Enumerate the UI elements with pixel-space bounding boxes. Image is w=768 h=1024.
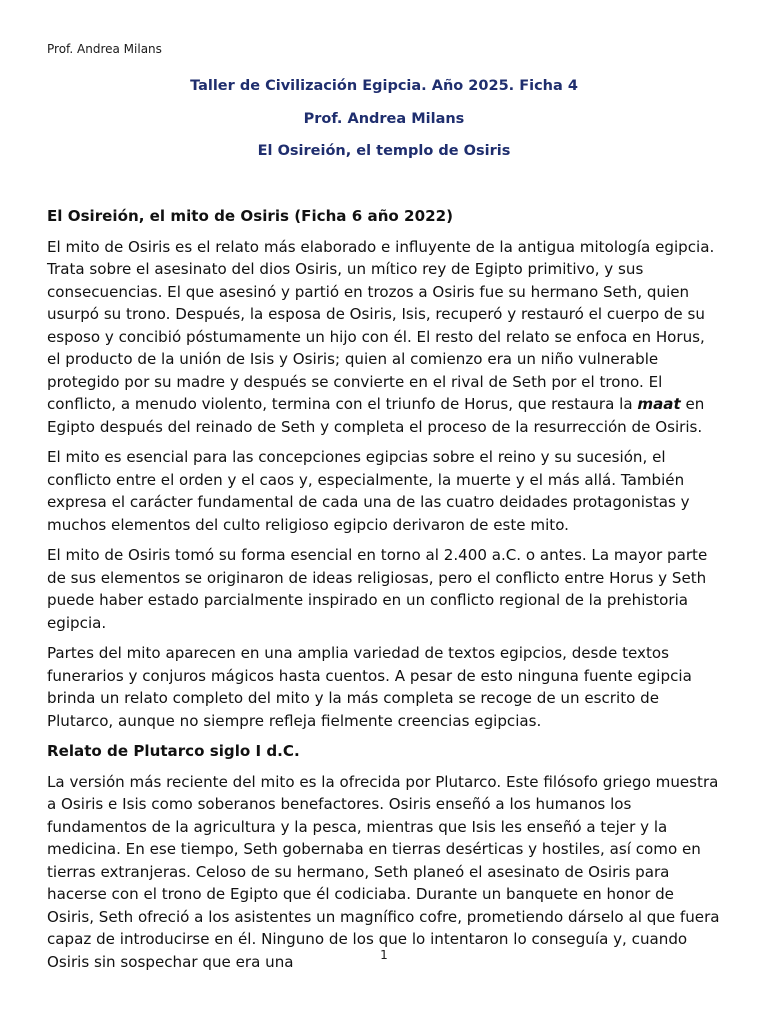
section-heading: El Osireión, el mito de Osiris (Ficha 6 año 2022) xyxy=(47,207,453,225)
paragraph: La versión más reciente del mito es la ofrecida por Plutarco. Este filósofo griego muestra a Osiris e Isis como soberanos benefactores. Osiris enseñó a los humanos los fundamentos de la agricultura y la pesca, mientras que Isis les enseñó a tejer y la medicina. En ese tiempo, Seth gobernaba en tierras desérticas y hostiles, así como en tierras extranjeras. Celoso de su hermano, Seth planeó el asesinato de Osiris para hacerse con el trono de Egipto que él codiciaba. Durante un banquete en honor de Osiris, Seth ofreció a los asistentes un magnífico cofre, prometiendo dárselo al que fuera capaz de introducirse en él. Ninguno de los que lo intentaron lo conseguía y, cuando Osiris sin sospechar que era una xyxy=(47,772,720,971)
title-block xyxy=(0,76,768,174)
paragraph: Partes del mito aparecen en una amplia variedad de textos egipcios, desde textos funerarios y conjuros mágicos hasta cuentos. A pesar de esto ninguna fuente egipcia brinda un relato completo del mito y la más completa se recoge de un escrito de Plutarco, aunque no siempre refleja fielmente creencias egipcias. xyxy=(47,644,692,730)
document-subtitle: El Osireión, el templo de Osiris xyxy=(257,143,511,159)
paragraph-text: El mito de Osiris es el relato más elaborado e influyente de la antigua mitología egipcia. Trata sobre el asesinato del dios Osiris, un mítico rey de Egipto primitivo, y sus consecuencias. El que asesinó y partió en trozos a Osiris fue su hermano Seth, quien usurpó su trono. Después, la esposa de Osiris, Isis, recuperó y restauró el cuerpo de su esposo y concibió póstumamente un hijo con él. El resto del relato se enfoca en Horus, el producto de la unión de Isis y Osiris; quien al comienzo era un niño vulnerable protegido por su madre y después se convierte en el rival de Seth por el trono. El conflicto, a menudo violento, termina con el triunfo de Horus, que restaura la xyxy=(47,237,715,413)
document-body xyxy=(47,205,723,981)
emphasized-term: maat xyxy=(637,395,681,413)
paragraph: El mito de Osiris tomó su forma esencial en torno al 2.400 a.C. o antes. La mayor parte de sus elementos se originaron de ideas religiosas, pero el conflicto entre Horus y Seth puede haber estado parcialmente inspirado en un conflicto regional de la prehistoria egipcia. xyxy=(47,546,708,632)
page-number: 1 xyxy=(380,948,388,962)
page-header-author: Prof. Andrea Milans xyxy=(47,42,162,56)
document-title: Taller de Civilización Egipcia. Año 2025. Ficha 4 xyxy=(190,78,578,94)
document-author: Prof. Andrea Milans xyxy=(303,110,465,127)
paragraph xyxy=(47,236,723,439)
paragraph-text: en Egipto después del reinado de Seth y completa el proceso de la resurrección de Osiris. xyxy=(47,395,705,436)
section-heading: Relato de Plutarco siglo I d.C. xyxy=(47,742,300,760)
paragraph: El mito es esencial para las concepciones egipcias sobre el reino y su sucesión, el conflicto entre el orden y el caos y, especialmente, la muerte y el más allá. También expresa el carácter fundamental de cada una de las cuatro deidades protagonistas y muchos elementos del culto religioso egipcio derivaron de este mito. xyxy=(47,448,690,534)
